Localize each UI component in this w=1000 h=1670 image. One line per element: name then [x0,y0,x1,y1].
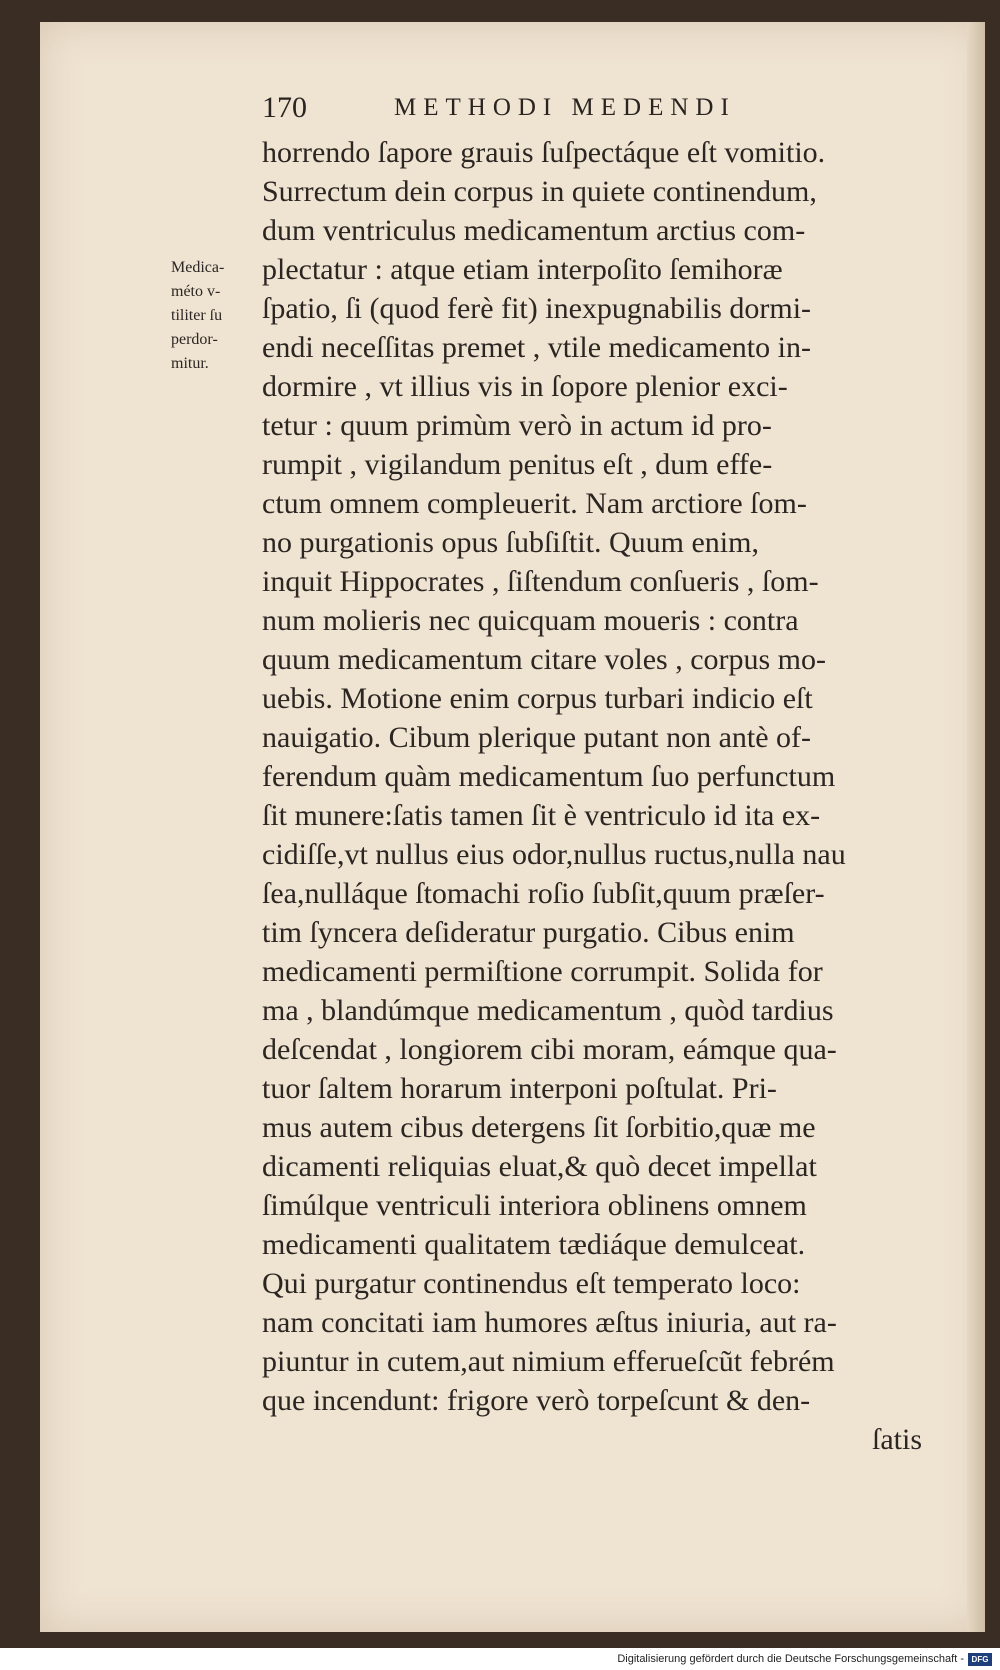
text-line: num molieris nec quicquam moueris : contra [262,604,799,637]
text-line: ctum omnem compleuerit. Nam arctiore ſom- [262,487,807,520]
text-line: horrendo ſapore grauis ſuſpectáque eſt vomitio. [262,136,826,169]
text-line: medicamenti qualitatem tædiáque demulceat. [262,1228,806,1261]
text-line: rumpit , vigilandum penitus eſt , dum effe- [262,448,773,481]
catchword: ſatis [872,1423,922,1456]
text-line: mus autem cibus detergens ſit ſorbitio,quæ me [262,1111,816,1144]
text-line: nam concitati iam humores æſtus iniuria, aut ra- [262,1306,837,1339]
text-line: ma , blandúmque medicamentum , quòd tardius [262,994,834,1027]
text-line: no purgationis opus ſubſiſtit. Quum enim, [262,526,759,559]
text-line: dum ventriculus medicamentum arctius com- [262,214,806,247]
text-line: ſea,nulláque ſtomachi roſio ſubſit,quum præſer- [262,877,825,910]
text-line: ſit munere:ſatis tamen ſit è ventriculo id ita ex- [262,799,821,832]
text-line: quum medicamentum citare voles , corpus mo- [262,643,827,676]
marginal-note-line: tiliter ſu [171,307,223,324]
text-line: endi neceſſitas premet , vtile medicamento in- [262,331,811,364]
text-line: medicamenti permiſtione corrumpit. Solida for [262,955,823,988]
body-text [262,133,922,1459]
text-line: nauigatio. Cibum plerique putant non antè of- [262,721,812,754]
dfg-logo-icon: DFG [968,1653,992,1666]
text-line: plectatur : atque etiam interpoſito ſemihoræ [262,253,783,286]
text-line: inquit Hippocrates , ſiſtendum conſueris , ſom- [262,565,819,598]
digitization-credit [617,1651,992,1667]
marginal-note [171,256,271,376]
text-line: dormire , vt illius vis in ſopore plenior exci- [262,370,788,403]
text-line: Qui purgatur continendus eſt temperato loco: [262,1267,801,1300]
credit-text: Digitalisierung gefördert durch die Deutsche Forschungsgemeinschaft - [617,1653,964,1665]
marginal-note-line: Medica- [171,259,225,276]
text-line: uebis. Motione enim corpus turbari indicio eſt [262,682,813,715]
marginal-note-line: méto v- [171,283,221,300]
page-edge [967,22,985,1632]
text-line: piuntur in cutem,aut nimium efferueſcũt febrém [262,1345,835,1378]
running-title: METHODI MEDENDI [394,94,736,121]
page-header [262,88,872,128]
text-line: ferendum quàm medicamentum ſuo perfunctum [262,760,836,793]
text-line: ſimúlque ventriculi interiora oblinens omnem [262,1189,807,1222]
marginal-note-line: mitur. [171,355,209,372]
text-line: tetur : quum primùm verò in actum id pro- [262,409,772,442]
text-line: dicamenti reliquias eluat,& quò decet impellat [262,1150,817,1183]
text-line: tim ſyncera deſideratur purgatio. Cibus enim [262,916,795,949]
text-line: ſpatio, ſi (quod ferè fit) inexpugnabilis dormi- [262,292,812,325]
text-line: que incendunt: frigore verò torpeſcunt & den- [262,1384,811,1417]
text-line: cidiſſe,vt nullus eius odor,nullus ructus,nulla nau [262,838,846,871]
text-line: deſcendat , longiorem cibi moram, eámque qua- [262,1033,837,1066]
text-line: Surrectum dein corpus in quiete continendum, [262,175,817,208]
marginal-note-line: perdor- [171,331,218,348]
page-number: 170 [262,91,307,124]
text-line: tuor ſaltem horarum interponi poſtulat. Pri- [262,1072,777,1105]
